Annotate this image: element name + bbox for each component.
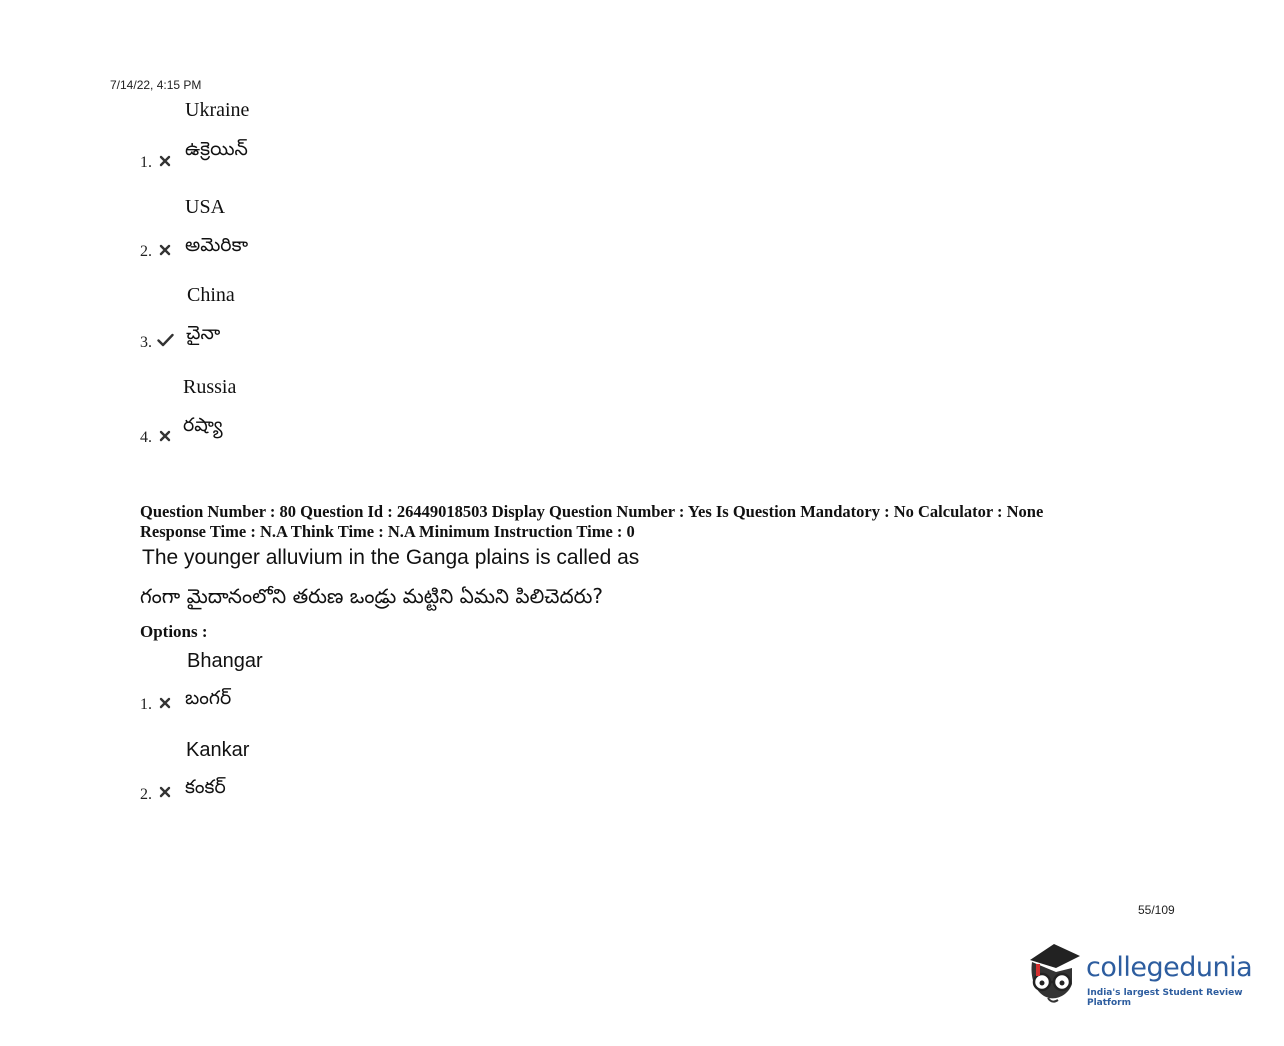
option-1-telugu: ఉక్రెయిన్ [185, 138, 248, 160]
option-4-telugu: రష్యా [183, 414, 223, 436]
question-text-english: The younger alluvium in the Ganga plains is called as [142, 546, 640, 569]
options-label: Options : [140, 622, 208, 641]
option-1-number: 1. [140, 154, 152, 171]
cross-icon [158, 152, 172, 170]
collegedunia-tagline: India's largest Student Review Platform [1087, 988, 1243, 1008]
cross-icon [158, 783, 172, 801]
option-2-english: USA [185, 196, 226, 218]
option-3-english: China [187, 284, 235, 306]
collegedunia-mascot-icon [1024, 938, 1086, 1015]
option-2-number: 2. [140, 243, 152, 260]
option-4-number: 4. [140, 429, 152, 446]
option-3-telugu: చైనా [186, 322, 221, 344]
check-icon [157, 331, 174, 349]
option-1-english: Ukraine [185, 99, 250, 121]
q80-option-2-telugu: కంకర్ [185, 776, 226, 798]
cross-icon [158, 694, 172, 712]
cross-icon [158, 241, 172, 259]
print-timestamp: 7/14/22, 4:15 PM [110, 78, 202, 92]
q80-option-1-number: 1. [140, 696, 152, 713]
option-2-telugu: అమెరికా [185, 234, 249, 256]
option-4-english: Russia [183, 376, 237, 398]
cross-icon [158, 427, 172, 445]
question-meta [140, 502, 1043, 542]
page-number: 55/109 [1138, 903, 1175, 917]
q80-option-2-number: 2. [140, 786, 152, 803]
question-meta-line-2: Response Time : N.A Think Time : N.A Minimum Instruction Time : 0 [140, 522, 635, 541]
option-3-number: 3. [140, 334, 152, 351]
collegedunia-logo-text: collegedunia [1086, 952, 1253, 983]
q80-option-1-english: Bhangar [187, 650, 263, 672]
q80-option-1-telugu: బంగర్ [185, 687, 232, 709]
q80-option-2-english: Kankar [186, 739, 250, 761]
question-meta-line-1: Question Number : 80 Question Id : 26449018503 Display Question Number : Yes Is Question Mandatory : No Calculator : None [140, 502, 1044, 521]
question-text-telugu: గంగా మైదానంలోని తరుణ ఒండ్రు మట్టిని ఏమని పిలిచెదరు? [140, 584, 603, 608]
